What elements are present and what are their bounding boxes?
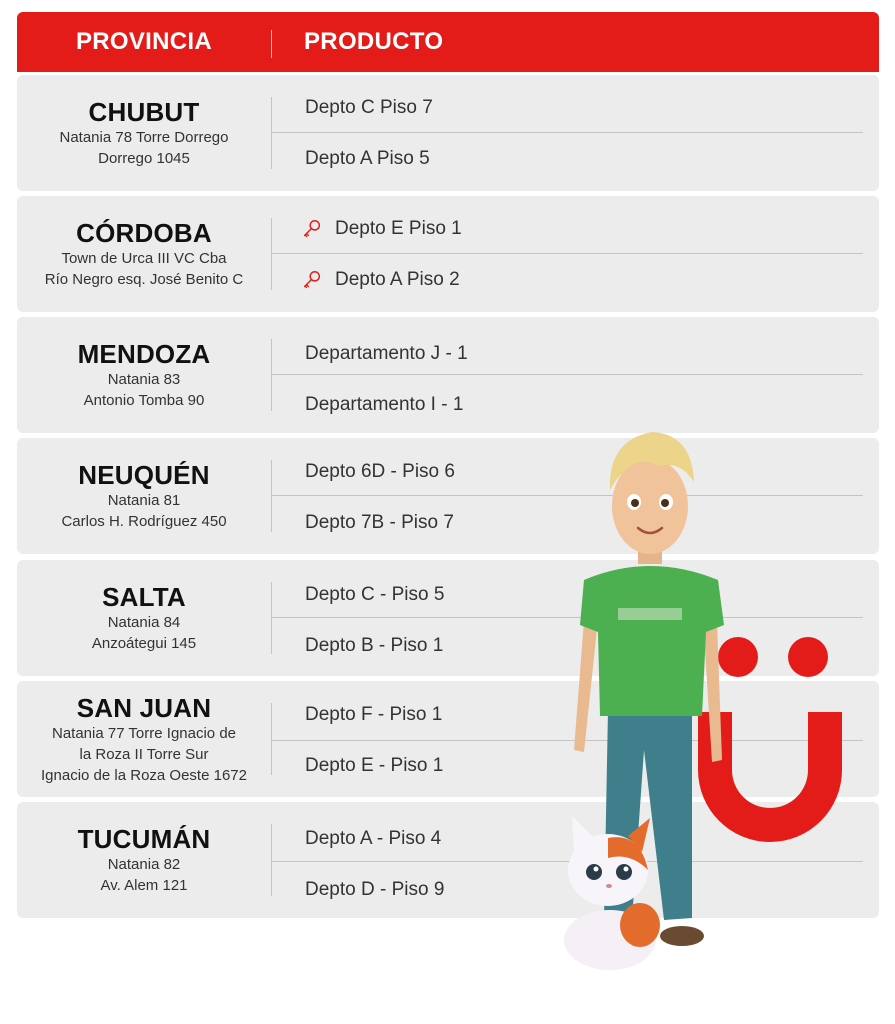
address-line: Natania 77 Torre Ignacio de [51,724,236,742]
product-label: Depto C Piso 7 [305,97,433,118]
address-line: Natania 82 [107,856,181,873]
address-line: Natania 78 Torre Dorrego [59,129,229,146]
address-line: Ignacio de la Roza Oeste 1672 [41,766,247,784]
product-link[interactable] [301,217,462,241]
header-provincia: PROVINCIA [75,28,213,55]
product-label: Departamento I - 1 [305,394,464,415]
province-name: NEUQUÉN [78,460,210,490]
column-divider [271,582,272,654]
key-icon [301,269,323,291]
province-row-salta [17,560,879,676]
product-link[interactable] [305,511,454,535]
column-divider [271,824,272,896]
address-line: Carlos H. Rodríguez 450 [61,513,227,530]
product-label: Depto D - Piso 9 [305,879,445,900]
address-line: Dorrego 1045 [98,150,190,167]
product-link[interactable] [305,460,455,484]
province-row-cordoba [17,196,879,312]
address-line: Natania 84 [107,614,181,631]
province-name: TUCUMÁN [77,824,211,854]
product-link[interactable] [305,96,433,120]
row-divider [271,740,863,741]
column-divider [271,218,272,290]
province-cell [17,75,271,191]
product-label: Depto F - Piso 1 [305,704,443,725]
address-line: la Roza II Torre Sur [79,745,209,763]
province-cell [17,560,271,676]
header-producto: PRODUCTO [304,28,444,55]
header-divider [271,30,272,58]
province-name: MENDOZA [77,339,211,369]
row-divider [271,495,863,496]
row-divider [271,617,863,618]
address-line: Antonio Tomba 90 [83,392,205,409]
address-line: Río Negro esq. José Benito C [44,271,244,288]
column-divider [271,703,272,775]
column-divider [271,339,272,411]
province-cell [17,317,271,433]
product-link[interactable] [305,583,444,607]
row-divider [271,861,863,862]
province-name: CÓRDOBA [76,218,212,248]
province-cell [17,196,271,312]
row-divider [271,374,863,375]
province-name: CHUBUT [88,97,200,127]
province-name: SALTA [102,582,186,612]
address-line: Natania 83 [107,371,181,388]
product-label: Depto E - Piso 1 [305,755,444,776]
province-row-mendoza [17,317,879,433]
product-label: Departamento J - 1 [305,343,468,364]
product-link[interactable] [305,147,430,171]
product-label: Depto E Piso 1 [335,218,462,239]
key-icon [301,218,323,240]
table-header [17,12,879,72]
product-link[interactable] [305,703,442,727]
province-cell [17,438,271,554]
column-divider [271,97,272,169]
province-row-chubut [17,75,879,191]
product-label: Depto B - Piso 1 [305,635,444,656]
row-divider [271,132,863,133]
column-divider [271,460,272,532]
product-link[interactable] [301,268,460,292]
province-row-neuquen [17,438,879,554]
product-link[interactable] [305,754,443,778]
product-label: Depto A Piso 2 [335,269,460,290]
province-name: SAN JUAN [76,692,212,723]
province-cell [17,681,271,797]
product-label: Depto C - Piso 5 [305,584,445,605]
product-label: Depto 7B - Piso 7 [305,512,454,533]
product-link[interactable] [305,393,463,417]
address-line: Natania 81 [107,492,181,509]
product-label: Depto 6D - Piso 6 [305,461,455,482]
province-row-tucuman [17,802,879,918]
product-link[interactable] [305,342,468,366]
product-label: Depto A - Piso 4 [305,828,442,849]
product-label: Depto A Piso 5 [305,148,430,169]
address-line: Town de Urca III VC Cba [61,250,227,267]
address-line: Anzoátegui 145 [91,635,197,652]
address-line: Av. Alem 121 [100,877,188,894]
row-divider [271,253,863,254]
product-link[interactable] [305,634,443,658]
product-link[interactable] [305,878,444,902]
product-link[interactable] [305,827,441,851]
province-cell [17,802,271,918]
province-row-san-juan [17,681,879,797]
